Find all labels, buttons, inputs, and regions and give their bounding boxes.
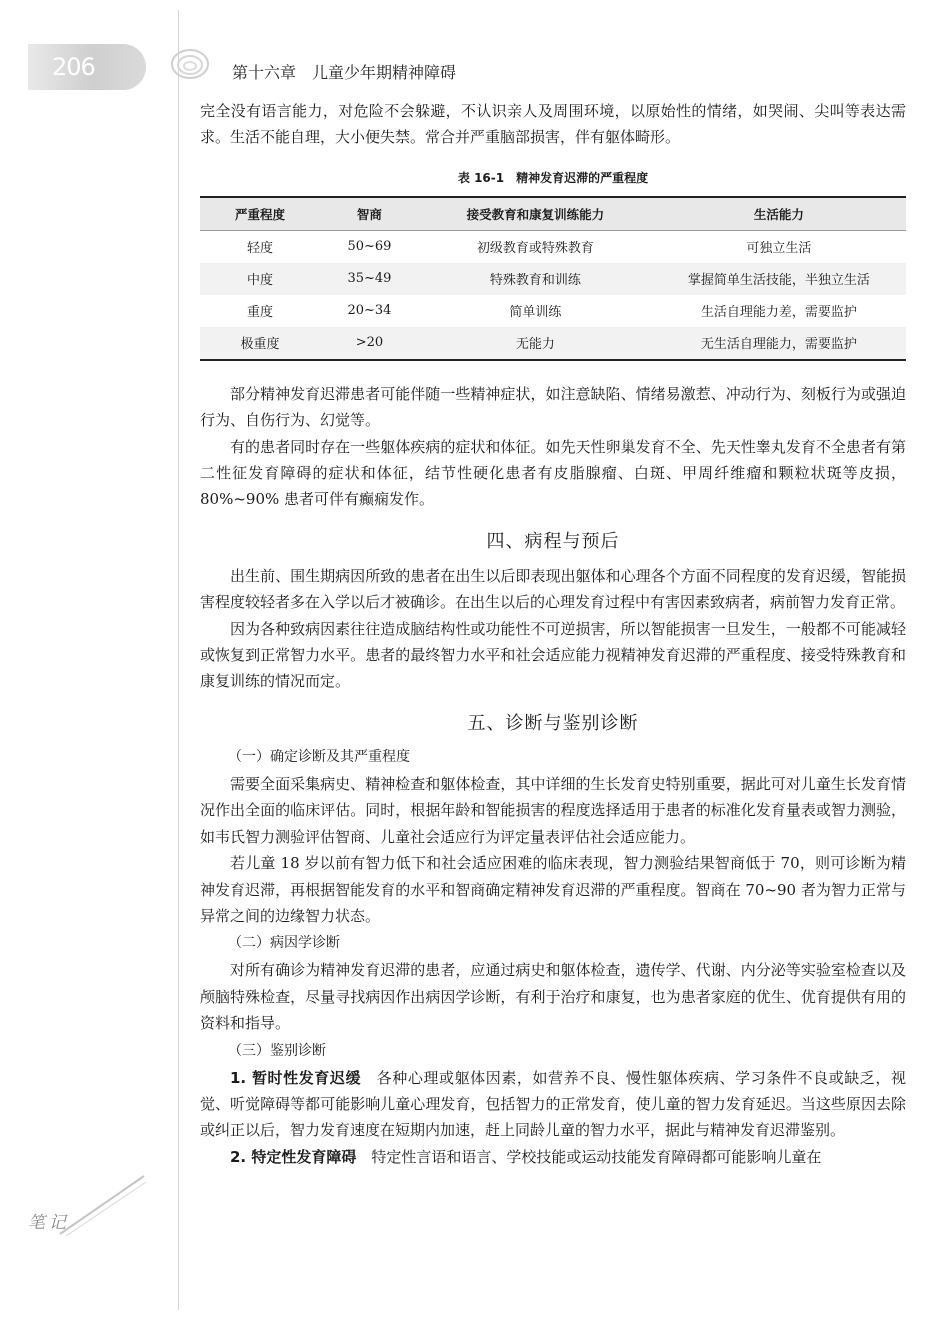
- margin-rule: [178, 10, 179, 1310]
- body-paragraph: 出生前、围生期病因所致的患者在出生以后即表现出躯体和心理各个方面不同程度的发育迟缓，智能损害程度较轻者多在入学以后才被确诊。在出生以后的心理发育过程中有害因素致病者，病前智力发育正常。: [200, 566, 906, 612]
- table-cell: 可独立生活: [746, 241, 812, 257]
- table-cell: 初级教育或特殊教育: [476, 241, 594, 257]
- subsection-heading: （二）病因学诊断: [228, 935, 340, 952]
- table-cell: 轻度: [247, 241, 274, 257]
- differential-item: [200, 1065, 906, 1144]
- table-cell: 35~49: [320, 263, 419, 295]
- table-cell: 简单训练: [509, 305, 562, 321]
- severity-table: [200, 196, 906, 361]
- section-heading: 四、病程与预后: [486, 530, 620, 552]
- table-header-cell: 生活能力: [652, 197, 906, 231]
- table-header-cell: 接受教育和康复训练能力: [419, 197, 652, 231]
- intro-paragraph: 完全没有语言能力，对危险不会躲避，不认识亲人及周围环境，以原始性的情绪，如哭闹、尖叫等表达需求。生活不能自理，大小便失禁。常合并严重脑部损害，伴有躯体畸形。: [200, 102, 906, 147]
- table-header-cell: 智商: [320, 197, 419, 231]
- body-paragraph: 因为各种致病因素往往造成脑结构性或功能性不可逆损害，所以智能损害一旦发生，一般都不可能减轻或恢复到正常智力水平。患者的最终智力水平和社会适应能力视精神发育迟滞的严重程度、接受特殊教育和康复训练的情况而定。: [200, 619, 906, 691]
- body-paragraph: 若儿童 18 岁以前有智力低下和社会适应困难的临床表现，智力测验结果智商低于 70，则可诊断为精神发育迟滞，再根据智能发育的水平和智商确定精神发育迟滞的严重程度。智商在 70~90 者为智力正常与异常之间的边缘智力状态。: [200, 854, 906, 925]
- pen-icon: [52, 1170, 152, 1240]
- table-cell: 重度: [247, 305, 274, 321]
- table-cell: 生活自理能力差，需要监护: [700, 305, 857, 321]
- table-row: [200, 295, 906, 327]
- table-row: [200, 263, 906, 295]
- table-cell: 极重度: [200, 327, 320, 360]
- table-cell: 20~34: [347, 303, 392, 319]
- body-paragraph: 对所有确诊为精神发育迟滞的患者，应通过病史和躯体检查，遗传学、代谢、内分泌等实验室检查以及颅脑特殊检查，尽量寻找病因作出病因学诊断，有利于治疗和康复，也为患者家庭的优生、优育提供有用的资料和指导。: [200, 961, 906, 1033]
- table-header-row: [200, 197, 906, 231]
- body-paragraph: 需要全面采集病史、精神检查和躯体检查，其中详细的生长发育史特别重要，据此可对儿童生长发育情况作出全面的临床评估。同时，根据年龄和智能损害的程度选择适用于患者的标准化发育量表或智力测验，如韦氏智力测验评估智商、儿童社会适应行为评定量表评估社会适应能力。: [200, 774, 906, 846]
- table-cell: 掌握简单生活技能，半独立生活: [652, 263, 906, 295]
- body-paragraph: 部分精神发育迟滞患者可能伴随一些精神症状，如注意缺陷、情绪易激惹、冲动行为、刻板行为或强迫行为、自伤行为、幻觉等。: [200, 384, 906, 430]
- differential-term: 1. 暂时性发育迟缓: [230, 1068, 362, 1087]
- notes-label: 笔记: [28, 1213, 70, 1233]
- table-cell: 50~69: [347, 239, 392, 255]
- differential-item: [200, 1144, 906, 1170]
- swirl-ornament-icon: [168, 44, 212, 84]
- table-row: [200, 230, 906, 263]
- differential-text: 各种心理或躯体因素，如营养不良、慢性躯体疾病、学习条件不良或缺乏，视觉、听觉障碍等都可能影响儿童心理发育，包括智力的正常发育，使儿童的智力发育延迟。当这些原因去除或纠正以后，智力发育速度在短期内加速，赶上同龄儿童的智力水平，据此与精神发育迟滞鉴别。: [200, 1068, 906, 1140]
- differential-text: 特定性言语和语言、学校技能或运动技能发育障碍都可能影响儿童在: [371, 1147, 822, 1166]
- table-header-cell: 严重程度: [200, 197, 320, 231]
- page-number: 206: [52, 53, 95, 81]
- table-cell: 中度: [200, 263, 320, 295]
- table-cell: 特殊教育和训练: [419, 263, 652, 295]
- subsection-heading: （三）鉴别诊断: [228, 1042, 326, 1059]
- differential-term: 2. 特定性发育障碍: [230, 1147, 357, 1166]
- table-cell: 无生活自理能力，需要监护: [652, 327, 906, 360]
- chapter-title: 第十六章 儿童少年期精神障碍: [232, 63, 457, 82]
- section-heading: 五、诊断与鉴别诊断: [467, 712, 639, 734]
- subsection-heading: （一）确定诊断及其严重程度: [228, 748, 410, 765]
- table-cell: 无能力: [419, 327, 652, 360]
- table-row: [200, 327, 906, 360]
- body-paragraph: 有的患者同时存在一些躯体疾病的症状和体征。如先天性卵巢发育不全、先天性睾丸发育不全患者有第二性征发育障碍的症状和体征，结节性硬化患者有皮脂腺瘤、白斑、甲周纤维瘤和颗粒状斑等皮损，80%~90% 患者可伴有癫痫发作。: [200, 437, 906, 509]
- table-caption: 表 16-1 精神发育迟滞的严重程度: [457, 170, 649, 185]
- page-body: [200, 98, 906, 1170]
- table-cell: >20: [320, 327, 419, 360]
